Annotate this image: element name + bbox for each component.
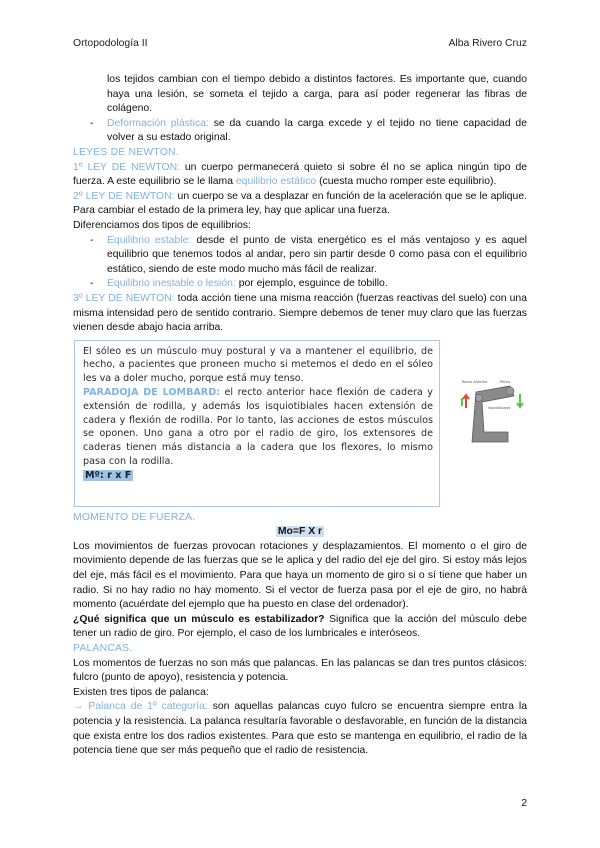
note-box-p1: El sóleo es un músculo muy postural y va a mantener el equilibrio, de hecho, a pacientes que proneen mucho si metemos el dedo en el sóleo les va a doler mucho, porque está muy tenso.	[83, 345, 433, 385]
formula-highlight: Mº: r x F	[85, 469, 132, 481]
green-arrow-icon	[517, 394, 523, 407]
deformacion-text: se da cuando la carga excede y el tejido no tiene capacidad de volver a su estado original.	[107, 117, 527, 144]
note-box-paradoja	[83, 386, 433, 469]
question-text: ¿Qué significa que un músculo es estabilizador?	[73, 613, 325, 625]
ley1-term: 1º LEY DE NEWTON:	[73, 161, 180, 173]
intro-continuation: los tejidos cambian con el tiempo debido a distintos factores. Es importante que, cuando haya una lesión, se someta el tejido a carga, para así poder regenerar las fibras de colágeno.	[107, 74, 527, 115]
bullet-dash: -	[90, 234, 94, 246]
palanca-primera-text: son aquellas palancas cuyo fulcro se encuentra siempre entra la potencia y la resistencia. La palanca resultaría favorable o desfavorable, en función de la distancia que exista entre los dos radios existentes. Para que esto se mantenga en equilibrio, el radio de la potencia tiene que ser más pequeño que el radio de resistencia.	[73, 701, 527, 757]
hip-joint	[506, 387, 514, 395]
palancas-p2: Existen tres tipos de palanca:	[73, 686, 209, 698]
paradoja-text: el recto anterior hace flexión de cadera y extensión de rodilla, y además los isquiotibiales hacen extensión de cadera y flexión de rodilla. Por lo tanto, las acciones de estos músculos se oponen. Uno gana a otro por el radio de giro, los extensores de caderas tienen más distancia a la cadera que los flexores, lo mismo pasa con la rodilla.	[83, 387, 433, 468]
leg-lever-figure	[458, 376, 528, 456]
page-content	[73, 73, 527, 759]
answer-text: Significa que la acción del músculo debe tener un radio de giro. Por ejemplo, el caso de los lumbricales e interóseos.	[73, 613, 527, 640]
ley3	[73, 292, 527, 336]
figure-label-isquio: Isquiotibiales	[488, 405, 511, 410]
figure-label-recto: Recto Anterior	[462, 379, 488, 384]
note-box-formula	[83, 469, 433, 483]
momento-question	[73, 613, 527, 642]
palancas-heading: PALANCAS.	[73, 643, 133, 655]
ley2-term: 2º LEY DE NEWTON:	[73, 190, 175, 202]
eq-estable-term: Equilibrio estable:	[107, 234, 192, 246]
ley2-text: un cuerpo se va a desplazar en función de la aceleración que se le aplique. Para cambiar el estado de la primera ley, hay que aplicar una fuerza.	[73, 190, 527, 217]
palanca-primera	[73, 700, 527, 758]
figure-label-pelvis: Pelvis	[500, 379, 511, 384]
paradoja-term: PARADOJA DE LOMBARD:	[83, 387, 220, 399]
palancas-p1: Los momentos de fuerzas no son más que palancas. En las palancas se dan tres puntos clásicos: fulcro (punto de apoyo), resistencia y potencia.	[73, 657, 527, 684]
ley1-text-a: un cuerpo permanecerá quieto si sobre él no se aplica ningún tipo de fuerza. A este equilibrio se le llama	[73, 161, 527, 188]
note-box-wrapper	[73, 340, 527, 507]
ley1	[73, 161, 527, 190]
eq-inestable-item	[73, 277, 527, 292]
bullet-dash: -	[90, 278, 94, 290]
ley1-text-b: (cuesta mucho romper este equilibrio).	[316, 176, 497, 188]
ley2	[73, 190, 527, 219]
page-number: 2	[521, 798, 527, 809]
header-right: Alba Rivero Cruz	[448, 38, 527, 49]
red-arrow-icon	[463, 395, 469, 408]
eq-inestable-term: Equilibrio inestable o lesión:	[107, 278, 236, 290]
knee-joint	[476, 394, 483, 401]
ley1-term2: equilibrio estático	[235, 176, 317, 188]
deformacion-term: Deformación plástica:	[107, 117, 209, 129]
header-left: Ortopodología II	[73, 38, 148, 49]
diferenciamos: Diferenciamos dos tipos de equilibrios:	[73, 219, 251, 231]
eq-estable-text: desde el punto de vista energético es el más ventajoso y es aquel equilibrio que tenemos todos al andar, pero sin partir desde 0 como pasa con el equilibrio estático, siendo de este modo mucho más fácil de realizar.	[107, 234, 527, 275]
eq-inestable-text: por ejemplo, esguince de tobillo.	[235, 278, 388, 290]
note-box	[74, 340, 440, 507]
momento-formula	[73, 525, 527, 540]
palanca-primera-term: → Palanca de 1º categoría:	[73, 701, 208, 713]
momento-heading: MOMENTO DE FUERZA.	[73, 511, 196, 523]
ley3-term: 3º LEY DE NEWTON:	[73, 292, 175, 304]
leyes-heading: LEYES DE NEWTON.	[73, 146, 179, 158]
ley3-text: toda acción tiene una misma reacción (fuerzas reactivas del suelo) con una misma intensidad pero de sentido contrario. Siempre debemos de tener muy claro que las fuerzas vienen desde abajo hacia arriba.	[73, 292, 527, 334]
eq-estable-item	[73, 234, 527, 278]
momento-formula-text: Mo=F X r	[277, 526, 323, 538]
bullet-dash: -	[90, 117, 94, 129]
deformacion-item	[73, 117, 527, 146]
momento-p1: Los movimientos de fuerzas provocan rotaciones y desplazamientos. El momento o el giro de movimiento depende de las fuerzas que se le aplica y del radio del eje del giro. Si estoy más lejos del eje, más fácil es el movimiento. Para que haya un momento de giro si o sí tiene que haber un radio. Si no hay radio no hay momento. Si el vector de fuerza pasa por el eje de giro, no habrá momento (acuérdate del ejemplo que ha puesto en clase del ordenador).	[73, 540, 527, 611]
